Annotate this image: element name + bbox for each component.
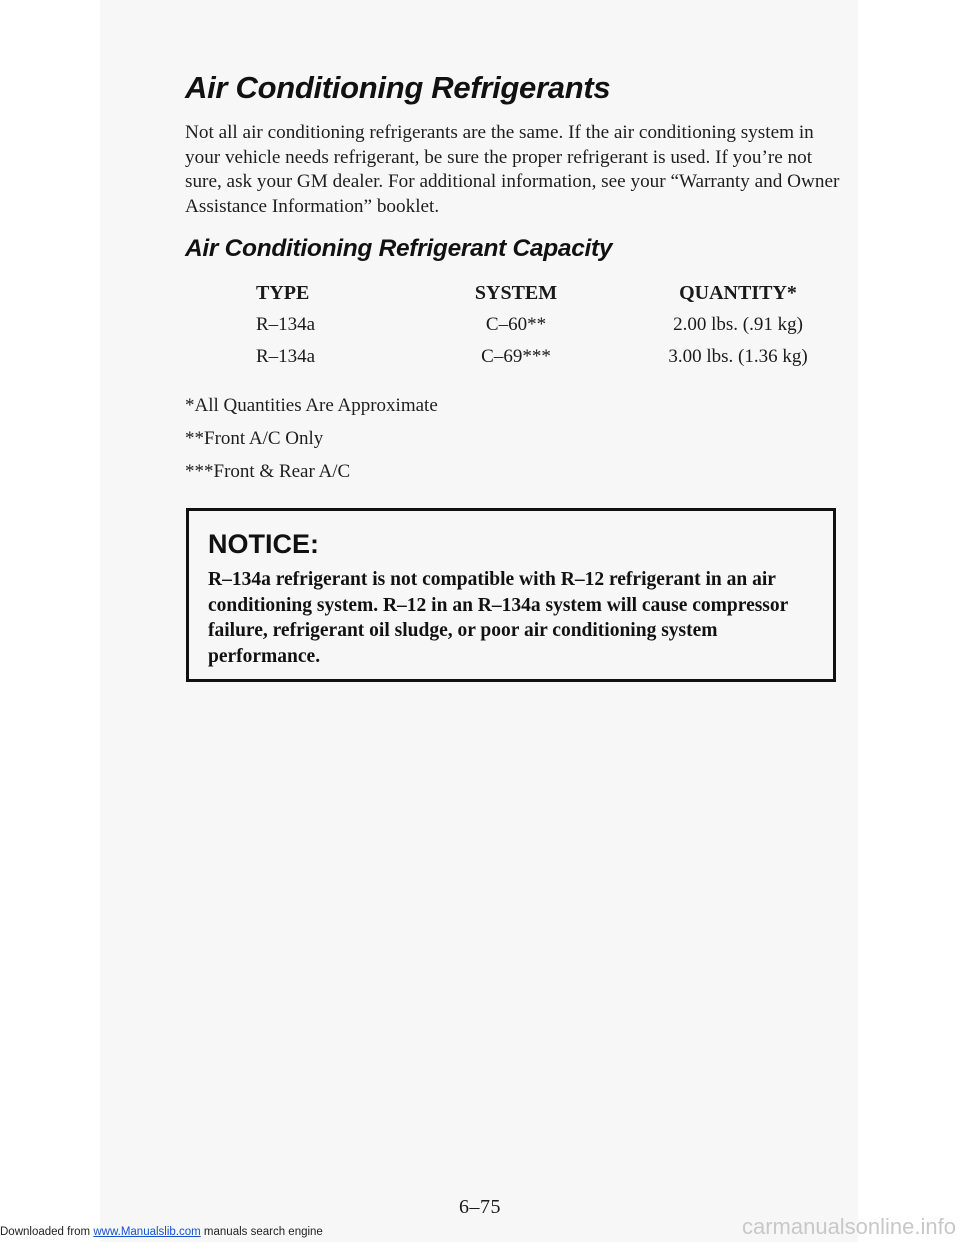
table-cell-type: R–134a (256, 314, 316, 335)
footnote-approximate: *All Quantities Are Approximate (185, 395, 438, 416)
table-header-row (230, 282, 830, 314)
download-header-suffix: manuals search engine (203, 1226, 323, 1238)
notice-title: NOTICE: (208, 529, 319, 559)
page-heading: Air Conditioning Refrigerants (185, 70, 611, 105)
table-header-system: SYSTEM (474, 282, 558, 304)
table-header-type: TYPE (256, 282, 310, 304)
table-cell-type: R–134a (256, 346, 316, 367)
section-subheading: Air Conditioning Refrigerant Capacity (185, 235, 613, 262)
table-row (230, 314, 830, 346)
table-row (230, 346, 830, 378)
download-header (0, 1226, 323, 1238)
table-cell-quantity: 2.00 lbs. (.91 kg) (673, 314, 803, 335)
notice-box (186, 508, 836, 682)
footnote-front-ac: **Front A/C Only (185, 428, 324, 449)
download-header-prefix: Downloaded from (0, 1226, 91, 1238)
table-cell-system: C–60** (485, 314, 547, 335)
table-cell-system: C–69*** (481, 346, 551, 367)
notice-text: R–134a refrigerant is not compatible with R–12 refrigerant in an air conditioning system. R–12 in an R–134a system will cause compressor failure, refrigerant oil sludge, or poor air conditioning system performance. (208, 569, 788, 667)
table-header-quantity: QUANTITY* (679, 282, 797, 304)
footnote-front-rear-ac: ***Front & Rear A/C (185, 461, 351, 482)
table-cell-quantity: 3.00 lbs. (1.36 kg) (668, 346, 808, 367)
intro-paragraph: Not all air conditioning refrigerants are the same. If the air conditioning system in your vehicle needs refrigerant, be sure the proper refrigerant is used. If you’re not sure, ask your GM dealer. For additional information, see your “Warranty and Owner Assistance Information” booklet. (185, 122, 840, 217)
page-number: 6–75 (459, 1196, 501, 1218)
manualslib-link[interactable]: www.Manualslib.com (93, 1226, 201, 1238)
capacity-table (230, 282, 830, 378)
watermark-text: carmanualsonline.info (741, 1214, 956, 1239)
